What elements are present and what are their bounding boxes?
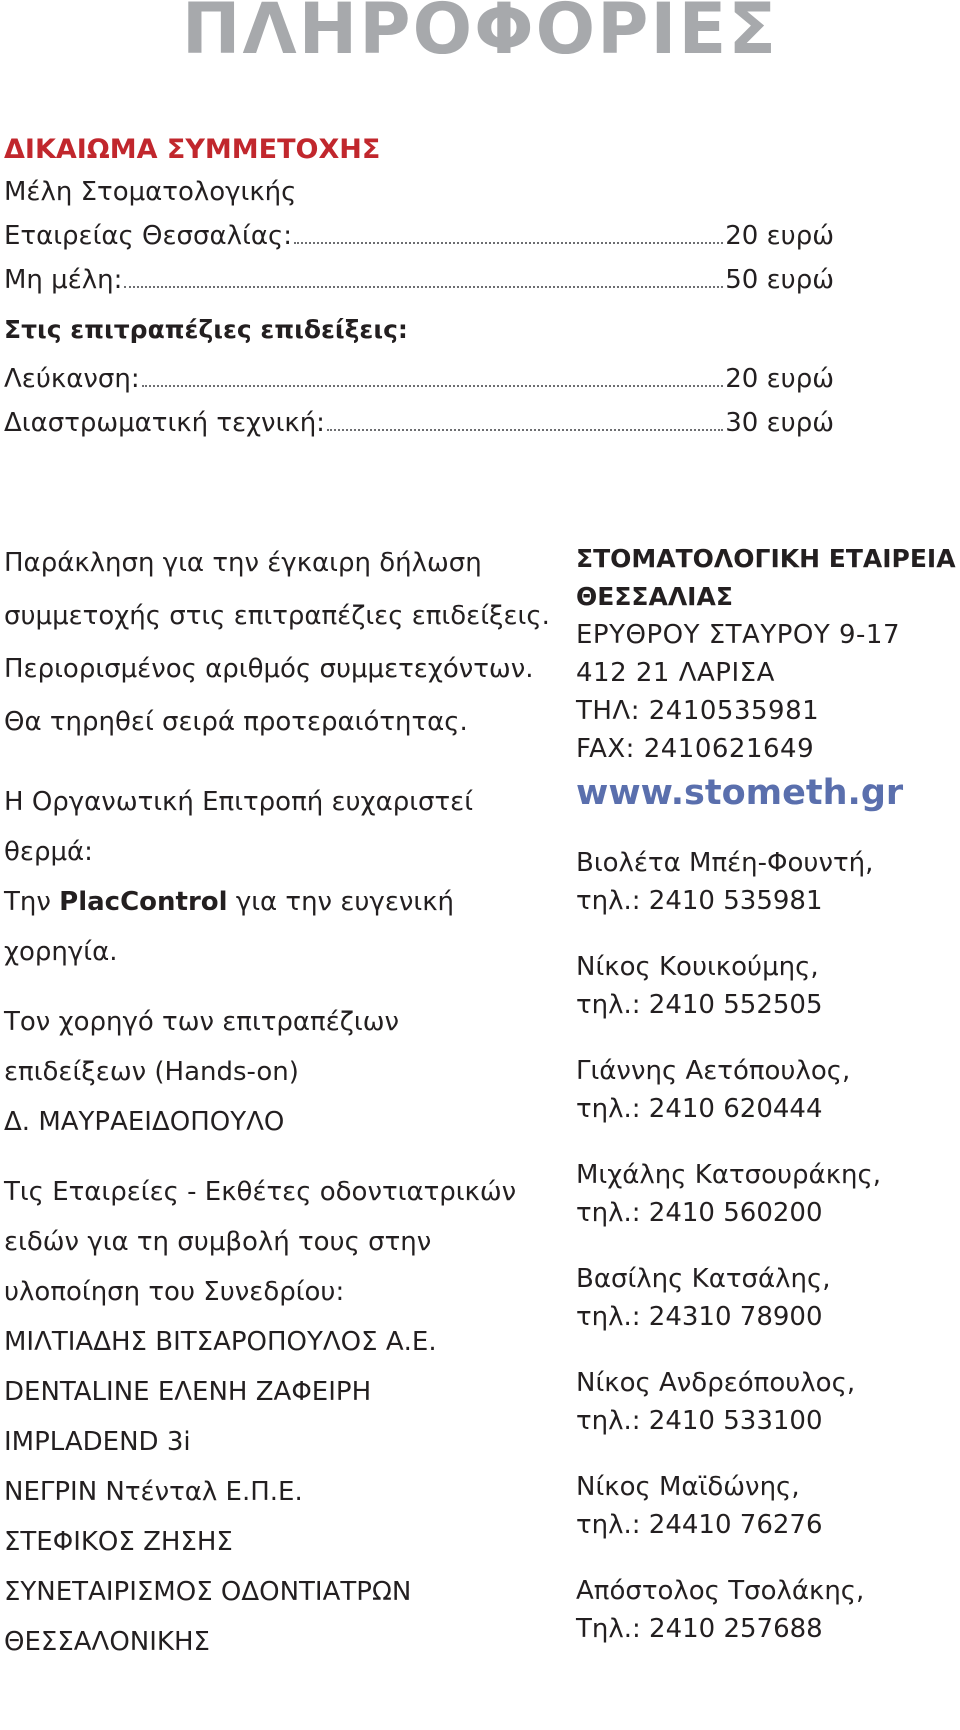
exhibitor-item: ΣΥΝΕΤΑΙΡΙΣΜΟΣ ΟΔΟΝΤΙΑΤΡΩΝ [4, 1577, 412, 1607]
society-address: ΕΡΥΘΡΟΥ ΣΤΑΥΡΟΥ 9-17 [576, 620, 901, 650]
contact-phone: τηλ.: 2410 535981 [576, 886, 823, 916]
society-phone: ΤΗΛ: 2410535981 [576, 696, 820, 726]
notice-line: Παράκληση για την έγκαιρη δήλωση [4, 548, 482, 578]
fee-label: Μη μέλη: [4, 265, 123, 295]
fee-price: 20 ευρώ [725, 364, 834, 394]
society-info [576, 540, 956, 816]
exhibitor-item: ΝΕΓΡΙΝ Ντένταλ Ε.Π.Ε. [4, 1477, 303, 1507]
society-name: ΣΤΟΜΑΤΟΛΟΓΙΚΗ ΕΤΑΙΡΕΙΑ [576, 544, 956, 573]
fees-heading: ΔΙΚΑΙΩΜΑ ΣΥΜΜΕΤΟΧΗΣ [4, 134, 381, 165]
society-name: ΘΕΣΣΑΛΙΑΣ [576, 582, 733, 611]
contact-phone: τηλ.: 24410 76276 [576, 1510, 823, 1540]
fee-price: 50 ευρώ [725, 265, 834, 295]
contact-name: Γιάννης Αετόπουλος, [576, 1056, 851, 1086]
page-title: ΠΛΗΡΟΦΟΡΙΕΣ [181, 0, 779, 70]
fee-price: 30 ευρώ [725, 408, 834, 438]
thanks-line: ειδών για τη συμβολή τους στην [4, 1227, 432, 1257]
thanks-line: επιδείξεων (Hands-on) [4, 1057, 299, 1087]
exhibitors-thanks [4, 1167, 564, 1667]
members-label-line1: Μέλη Στοματολογικής [4, 177, 297, 207]
contact-item [576, 1156, 956, 1232]
contact-item [576, 1364, 956, 1440]
thanks-line: υλοποίηση του Συνεδρίου: [4, 1277, 345, 1307]
contact-item [576, 844, 956, 920]
contact-name: Νίκος Ανδρεόπουλος, [576, 1368, 856, 1398]
sponsor-name: PlacControl [59, 887, 228, 917]
contact-name: Απόστολος Τσολάκης, [576, 1576, 865, 1606]
contact-phone: τηλ.: 24310 78900 [576, 1302, 823, 1332]
fee-row-non-members [4, 258, 834, 302]
registration-notice [4, 537, 564, 749]
contact-item [576, 1468, 956, 1544]
contact-name: Βιολέτα Μπέη-Φουντή, [576, 848, 874, 878]
contact-phone: τηλ.: 2410 552505 [576, 990, 823, 1020]
fee-row-layering [4, 401, 834, 445]
handson-sponsor-thanks [4, 997, 564, 1147]
placcontrol-thanks [4, 877, 564, 927]
thanks-text: Την [4, 887, 60, 917]
contact-phone: τηλ.: 2410 560200 [576, 1198, 823, 1228]
exhibitor-item: DENTALINE ΕΛΕΝΗ ΖΑΦΕΙΡΗ [4, 1377, 372, 1407]
contact-item [576, 948, 956, 1024]
exhibitor-item: ΣΤΕΦΙΚΟΣ ΖΗΣΗΣ [4, 1527, 233, 1557]
society-city: 412 21 ΛΑΡΙΣΑ [576, 658, 775, 688]
right-column [576, 540, 956, 1648]
thanks-line: Δ. ΜΑΥΡΑΕΙΔΟΠΟΥΛΟ [4, 1107, 285, 1137]
notice-line: Θα τηρηθεί σειρά προτεραιότητας. [4, 707, 468, 737]
thanks-line: Τον χορηγό των επιτραπέζιων [4, 1007, 400, 1037]
participation-fees-section [4, 130, 834, 445]
contact-phone: Τηλ.: 2410 257688 [576, 1614, 823, 1644]
notice-line: συμμετοχής στις επιτραπέζιες επιδείξεις. [4, 601, 550, 631]
fee-label: Λεύκανση: [4, 364, 140, 394]
handson-fees-heading: Στις επιτραπέζιες επιδείξεις: [4, 315, 408, 344]
leader-dots [294, 242, 723, 244]
society-fax: FAX: 2410621649 [576, 734, 815, 764]
website-link[interactable]: www.stometh.gr [576, 773, 904, 813]
exhibitor-item: ΘΕΣΣΑΛΟΝΙΚΗΣ [4, 1627, 210, 1657]
thanks-line: Τις Εταιρείες - Εκθέτες οδοντιατρικών [4, 1177, 517, 1207]
contact-item [576, 1052, 956, 1128]
contact-name: Μιχάλης Κατσουράκης, [576, 1160, 882, 1190]
fee-price: 20 ευρώ [725, 221, 834, 251]
thanks-line: θερμά: [4, 837, 93, 867]
fee-row-members [4, 214, 834, 258]
fee-row-whitening [4, 357, 834, 401]
fee-label: Εταιρείας Θεσσαλίας: [4, 221, 292, 251]
leader-dots [124, 286, 723, 288]
fee-label: Διαστρωματική τεχνική: [4, 408, 325, 438]
thanks-line: χορηγία. [4, 937, 118, 967]
thanks-text: για την ευγενική [227, 887, 454, 917]
contact-name: Βασίλης Κατσάλης, [576, 1264, 831, 1294]
contact-item [576, 1260, 956, 1336]
left-column [4, 537, 564, 1667]
contact-phone: τηλ.: 2410 533100 [576, 1406, 823, 1436]
contact-name: Νίκος Κουικούμης, [576, 952, 819, 982]
notice-line: Περιορισμένος αριθμός συμμετεχόντων. [4, 654, 534, 684]
contact-item [576, 1572, 956, 1648]
contact-phone: τηλ.: 2410 620444 [576, 1094, 823, 1124]
exhibitor-item: ΜΙΛΤΙΑΔΗΣ ΒΙΤΣΑΡΟΠΟΥΛΟΣ Α.Ε. [4, 1327, 437, 1357]
leader-dots [142, 385, 724, 387]
acknowledgements-intro [4, 777, 564, 977]
exhibitor-item: IMPLADEND 3i [4, 1427, 191, 1457]
contact-name: Νίκος Μαϊδώνης, [576, 1472, 800, 1502]
leader-dots [327, 429, 723, 431]
thanks-line: Η Οργανωτική Επιτροπή ευχαριστεί [4, 787, 474, 817]
